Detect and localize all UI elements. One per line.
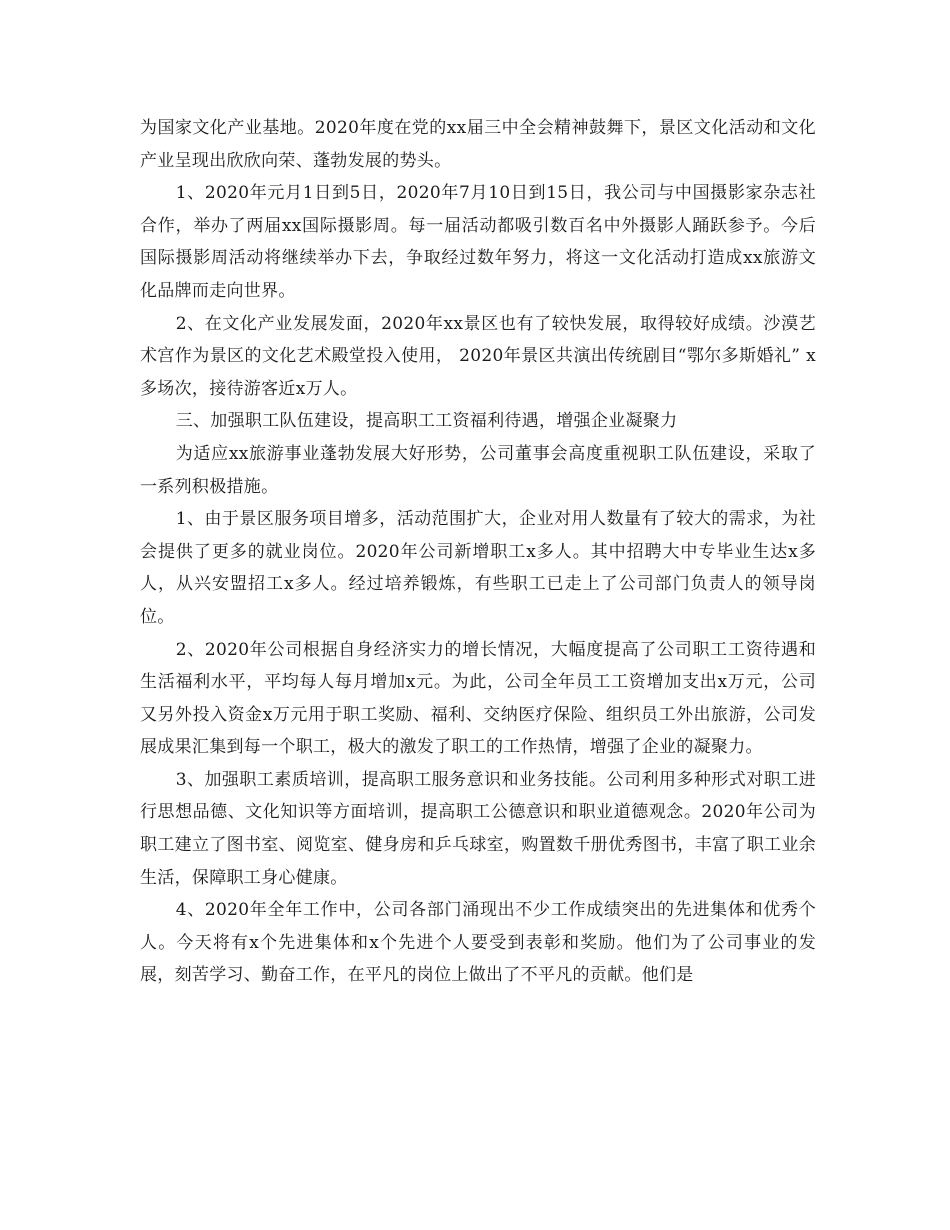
paragraph-6: 1、由于景区服务项目增多，活动范围扩大，企业对用人数量有了较大的需求，为社会提供了更多的就业岗位。2020年公司新增职工x多人。其中招聘大中专毕业生达x多人，从兴安盟招工x多人。经过培养锻炼，有些职工已走上了公司部门负责人的领导岗位。 [140,509,816,627]
paragraph-8: 3、加强职工素质培训，提高职工服务意识和业务技能。公司利用多种形式对职工进行思想品德、文化知识等方面培训，提高职工公德意识和职业道德观念。2020年公司为职工建立了图书室、阅览室、健身房和乒乓球室，购置数千册优秀图书，丰富了职工业余生活，保障职工身心健康。 [140,769,816,888]
section-heading-3: 三、加强职工队伍建设，提高职工工资福利待遇，增强企业凝聚力 [175,411,678,432]
paragraph-7: 2、2020年公司根据自身经济实力的增长情况，大幅度提高了公司职工工资待遇和生活福利水平，平均每人每月增加x元。为此，公司全年员工工资增加支出x万元，公司又另外投入资金x万元用于职工奖励、福利、交纳医疗保险、组织员工外出旅游，公司发展成果汇集到每一个职工，极大的激发了职工的工作热情，增强了企业的凝聚力。 [140,639,816,758]
paragraph-2: 1、2020年元月1日到5日，2020年7月10日到15日，我公司与中国摄影家杂志社合作，举办了两届xx国际摄影周。每一届活动都吸引数百名中外摄影人踊跃参予。今后国际摄影周活动将继续举办下去，争取经过数年努力，将这一文化活动打造成xx旅游文化品牌而走向世界。 [140,183,816,301]
paragraph-9: 4、2020年全年工作中，公司各部门涌现出不少工作成绩突出的先进集体和优秀个人。今天将有x个先进集体和x个先进个人要受到表彰和奖励。他们为了公司事业的发展，刻苦学习、勤奋工作，在平凡的岗位上做出了不平凡的贡献。他们是 [140,900,816,986]
document-body [140,112,816,992]
paragraph-5: 为适应xx旅游事业蓬勃发展大好形势，公司董事会高度重视职工队伍建设，采取了一系列积极措施。 [140,443,816,497]
paragraph-1: 为国家文化产业基地。2020年度在党的xx届三中全会精神鼓舞下，景区文化活动和文化产业呈现出欣欣向荣、蓬勃发展的势头。 [140,118,816,171]
paragraph-3: 2、在文化产业发展发面，2020年xx景区也有了较快发展，取得较好成绩。沙漠艺术宫作为景区的文化艺术殿堂投入使用， 2020年景区共演出传统剧目“鄂尔多斯婚礼” x多场次，接待游客近x万人。 [140,313,816,399]
